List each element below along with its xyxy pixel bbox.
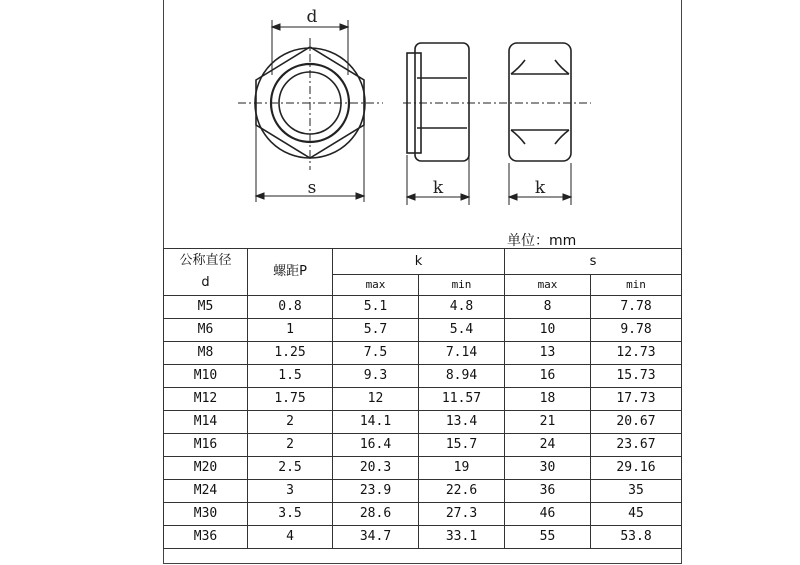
nominal-diameter-cell: M10 (164, 365, 248, 388)
k-min-cell: 7.14 (419, 342, 505, 365)
dim-s-label: s (307, 178, 317, 198)
k-min-cell: 4.8 (419, 296, 505, 319)
s-min-cell: 9.78 (591, 319, 682, 342)
s-min-cell: 12.73 (591, 342, 682, 365)
s-min-cell: 23.67 (591, 434, 682, 457)
spec-table (163, 248, 682, 549)
s-min-cell: 17.73 (591, 388, 682, 411)
dim-d-label: d (306, 7, 318, 27)
s-max-cell: 21 (505, 411, 591, 434)
header-k-max: max (333, 275, 419, 296)
k-min-cell: 15.7 (419, 434, 505, 457)
pitch-cell: 0.8 (248, 296, 333, 319)
pitch-cell: 1.25 (248, 342, 333, 365)
table-row (164, 457, 682, 480)
s-max-cell: 18 (505, 388, 591, 411)
header-nominal-diameter (164, 249, 248, 296)
table-row (164, 411, 682, 434)
k-min-cell: 19 (419, 457, 505, 480)
s-max-cell: 36 (505, 480, 591, 503)
header-k-min: min (419, 275, 505, 296)
header-row-1 (164, 249, 682, 275)
k-min-cell: 8.94 (419, 365, 505, 388)
pitch-cell: 2.5 (248, 457, 333, 480)
s-max-cell: 8 (505, 296, 591, 319)
k-max-cell: 5.1 (333, 296, 419, 319)
table-row (164, 365, 682, 388)
s-min-cell: 45 (591, 503, 682, 526)
k-min-cell: 33.1 (419, 526, 505, 549)
nominal-diameter-cell: M5 (164, 296, 248, 319)
nominal-diameter-cell: M16 (164, 434, 248, 457)
s-max-cell: 13 (505, 342, 591, 365)
k-max-cell: 14.1 (333, 411, 419, 434)
k-max-cell: 23.9 (333, 480, 419, 503)
k-max-cell: 12 (333, 388, 419, 411)
table-row (164, 388, 682, 411)
table-row (164, 342, 682, 365)
pitch-cell: 4 (248, 526, 333, 549)
table-row (164, 526, 682, 549)
k-max-cell: 34.7 (333, 526, 419, 549)
nominal-diameter-cell: M6 (164, 319, 248, 342)
table-row (164, 480, 682, 503)
s-max-cell: 16 (505, 365, 591, 388)
header-k: k (333, 249, 505, 275)
header-nominal-line1: 公称直径 (179, 253, 232, 268)
table-row (164, 319, 682, 342)
dim-k-front-label: k (534, 178, 546, 198)
k-min-cell: 13.4 (419, 411, 505, 434)
s-max-cell: 55 (505, 526, 591, 549)
nominal-diameter-cell: M24 (164, 480, 248, 503)
s-max-cell: 24 (505, 434, 591, 457)
k-max-cell: 7.5 (333, 342, 419, 365)
table-row (164, 503, 682, 526)
s-min-cell: 35 (591, 480, 682, 503)
k-max-cell: 9.3 (333, 365, 419, 388)
pitch-cell: 3.5 (248, 503, 333, 526)
header-nominal-line2: d (201, 275, 210, 290)
k-max-cell: 5.7 (333, 319, 419, 342)
s-max-cell: 10 (505, 319, 591, 342)
header-pitch: 螺距P (248, 249, 333, 296)
table-row (164, 434, 682, 457)
s-min-cell: 15.73 (591, 365, 682, 388)
k-min-cell: 11.57 (419, 388, 505, 411)
header-s-max: max (505, 275, 591, 296)
header-s: s (505, 249, 682, 275)
pitch-cell: 2 (248, 411, 333, 434)
nut-front-view (509, 43, 571, 161)
dim-k-side-label: k (432, 178, 444, 198)
pitch-cell: 1 (248, 319, 333, 342)
unit-label: 单位：mm (507, 233, 577, 249)
nominal-diameter-cell: M14 (164, 411, 248, 434)
nominal-diameter-cell: M36 (164, 526, 248, 549)
pitch-cell: 2 (248, 434, 333, 457)
nominal-diameter-cell: M8 (164, 342, 248, 365)
pitch-cell: 3 (248, 480, 333, 503)
pitch-cell: 1.5 (248, 365, 333, 388)
k-min-cell: 22.6 (419, 480, 505, 503)
k-min-cell: 5.4 (419, 319, 505, 342)
s-min-cell: 7.78 (591, 296, 682, 319)
hex-nut-drawing (163, 0, 680, 225)
k-max-cell: 16.4 (333, 434, 419, 457)
s-max-cell: 46 (505, 503, 591, 526)
s-min-cell: 20.67 (591, 411, 682, 434)
k-max-cell: 20.3 (333, 457, 419, 480)
k-max-cell: 28.6 (333, 503, 419, 526)
header-s-min: min (591, 275, 682, 296)
s-min-cell: 53.8 (591, 526, 682, 549)
pitch-cell: 1.75 (248, 388, 333, 411)
nut-side-view (407, 43, 469, 161)
s-max-cell: 30 (505, 457, 591, 480)
table-row (164, 296, 682, 319)
nominal-diameter-cell: M12 (164, 388, 248, 411)
nominal-diameter-cell: M30 (164, 503, 248, 526)
k-min-cell: 27.3 (419, 503, 505, 526)
s-min-cell: 29.16 (591, 457, 682, 480)
nominal-diameter-cell: M20 (164, 457, 248, 480)
